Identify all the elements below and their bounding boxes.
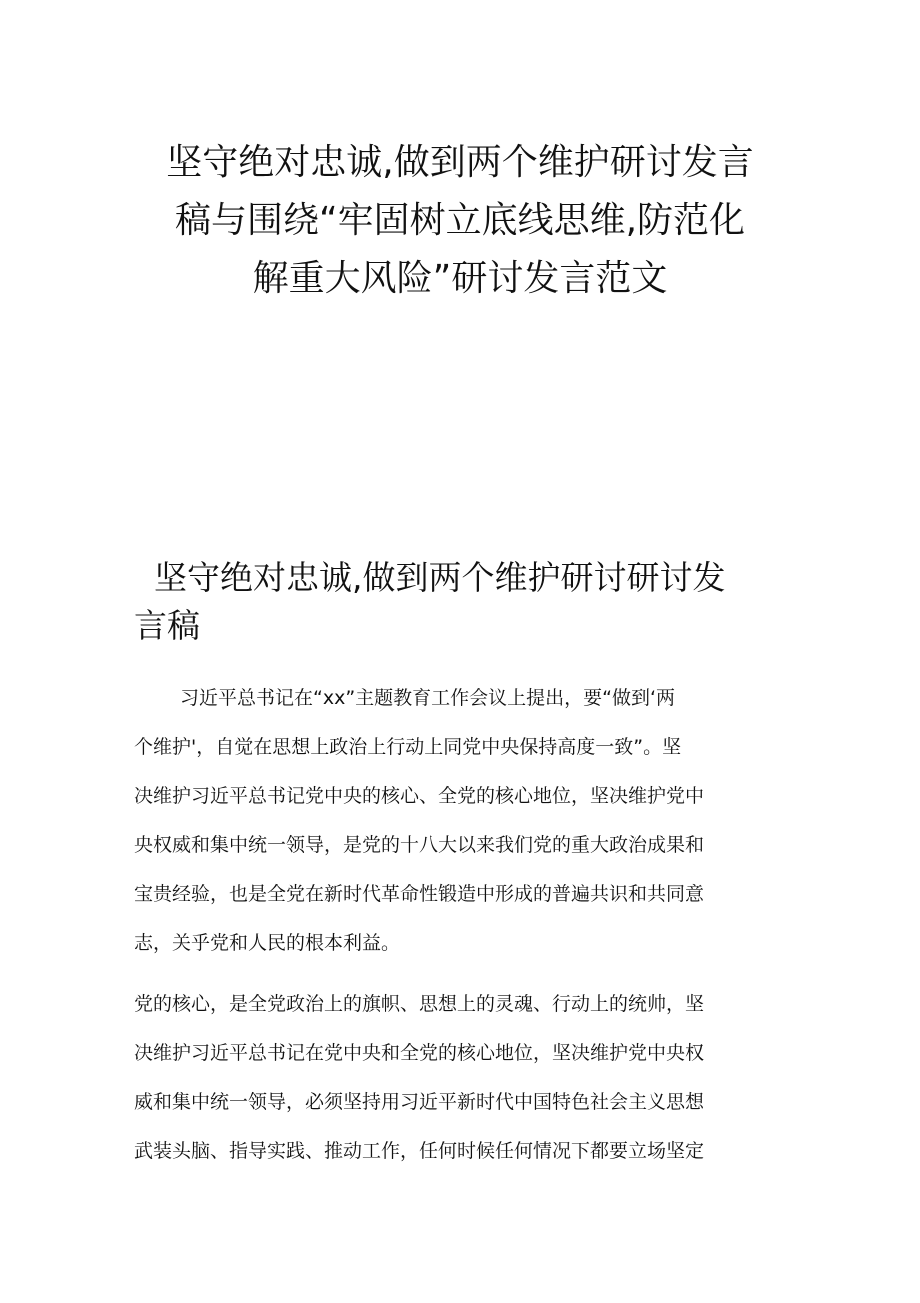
paragraph-line: 习近平总书记在“xx”主题教育工作会议上提出，要“做到‘两 bbox=[180, 687, 676, 709]
paragraph-line: 决维护习近平总书记在党中央和全党的核心地位，坚决维护党中央权 bbox=[134, 1042, 705, 1064]
paragraph-line: 武装头脑、指导实践、推动工作，任何时候任何情况下都要立场坚定 bbox=[134, 1140, 705, 1162]
document-title bbox=[110, 134, 810, 308]
section-heading-line: 言稿 bbox=[134, 606, 200, 645]
section-heading bbox=[134, 554, 794, 650]
paragraph-line: 党的核心，是全党政治上的旗帜、思想上的灵魂、行动上的统帅，坚 bbox=[134, 993, 705, 1015]
paragraph-line: 央权威和集中统一领导，是党的十八大以来我们党的重大政治成果和 bbox=[134, 834, 705, 856]
body-paragraph-2 bbox=[134, 980, 794, 1176]
title-line: 坚守绝对忠诚,做到两个维护研讨发言 bbox=[166, 142, 754, 183]
title-line: 解重大风险”研讨发言范文 bbox=[252, 258, 668, 299]
paragraph-line: 个维护'，自觉在思想上政治上行动上同党中央保持高度一致”。坚 bbox=[134, 736, 682, 758]
paragraph-line: 决维护习近平总书记党中央的核心、全党的核心地位，坚决维护党中 bbox=[134, 785, 705, 807]
paragraph-line: 志，关乎党和人民的根本利益。 bbox=[134, 932, 401, 954]
section-heading-line: 坚守绝对忠诚,做到两个维护研讨研讨发 bbox=[154, 558, 726, 597]
paragraph-line: 宝贵经验，也是全党在新时代革命性锻造中形成的普遍共识和共同意 bbox=[134, 883, 705, 905]
paragraph-line: 威和集中统一领导，必须坚持用习近平新时代中国特色社会主义思想 bbox=[134, 1091, 705, 1113]
body-paragraph-1 bbox=[134, 674, 794, 968]
title-line: 稿与围绕“牢固树立底线思维,防范化 bbox=[174, 200, 746, 241]
